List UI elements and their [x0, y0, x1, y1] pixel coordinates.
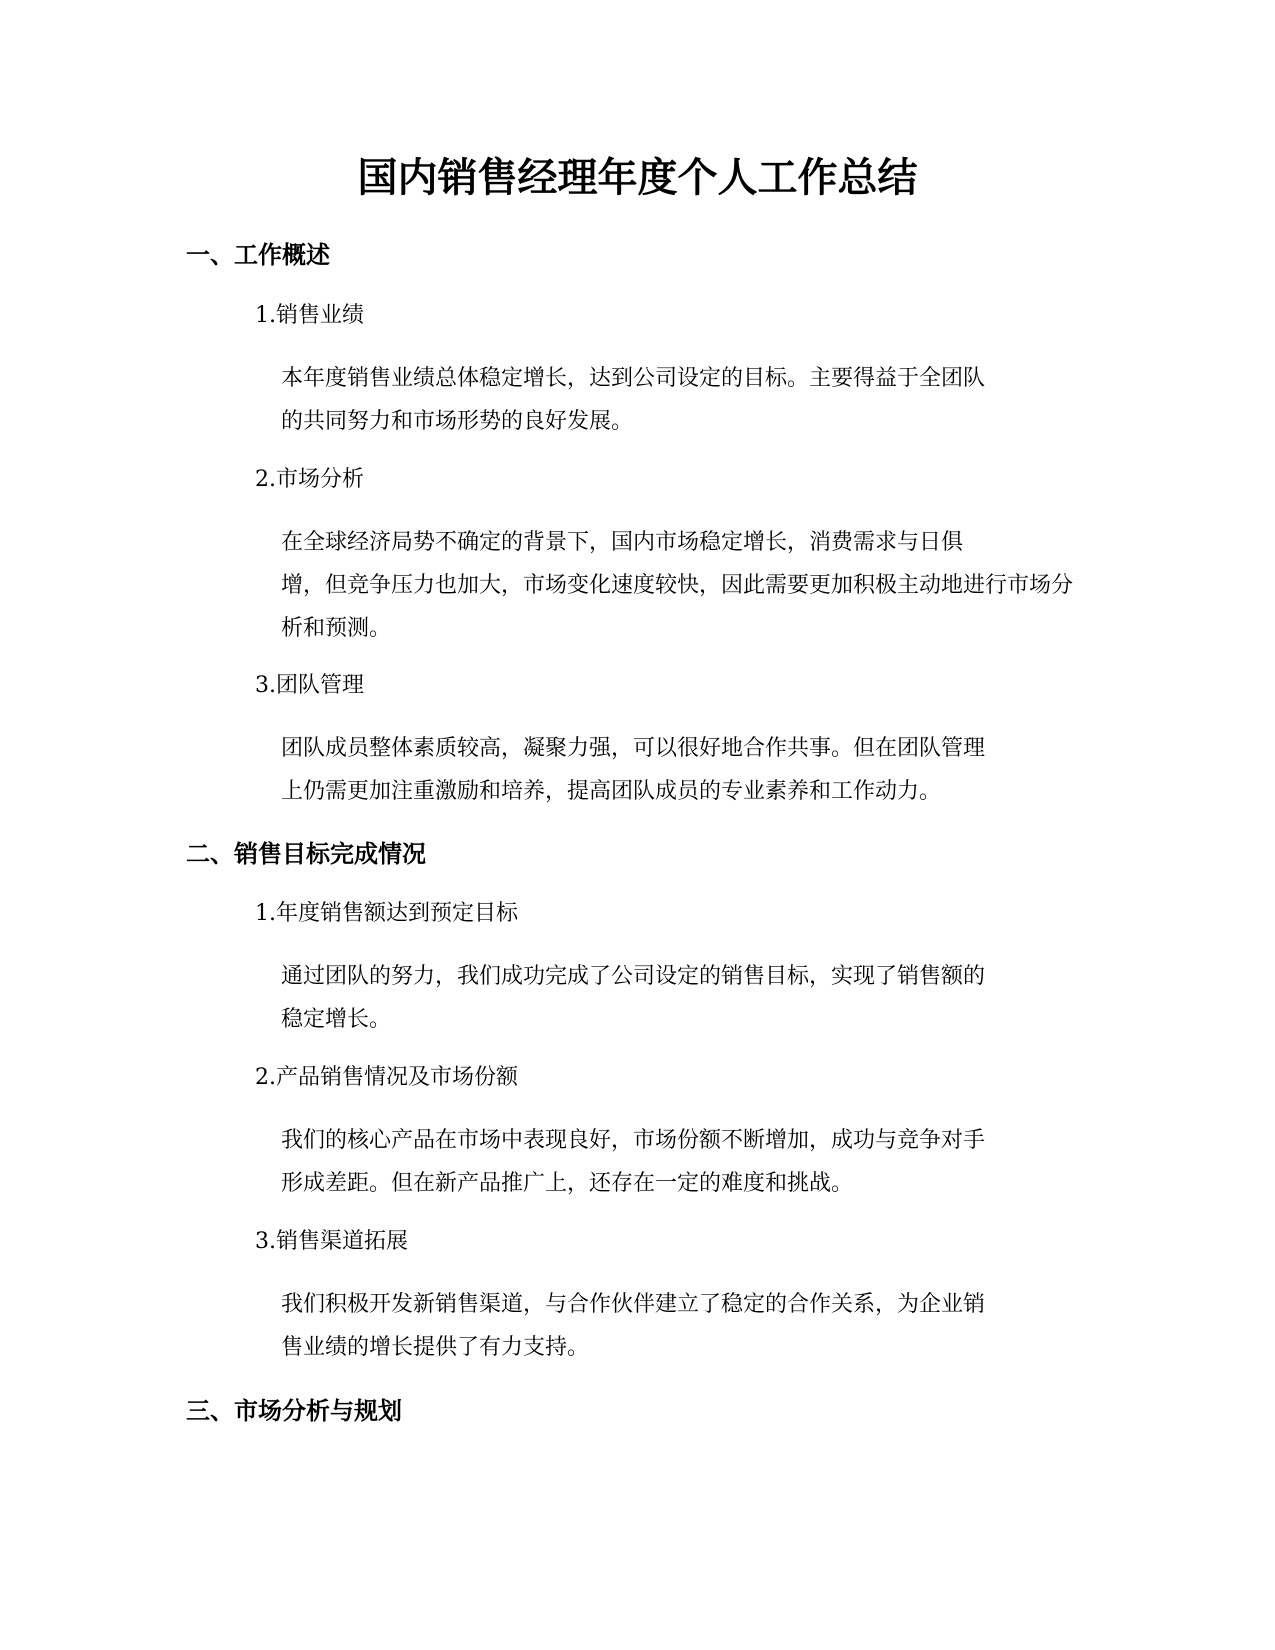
paragraph-line: 通过团队的努力，我们成功完成了公司设定的销售目标，实现了销售额的: [281, 964, 986, 989]
paragraph-1-1: [186, 357, 1091, 443]
paragraph-line: 我们的核心产品在市场中表现良好，市场份额不断增加，成功与竞争对手: [281, 1128, 986, 1153]
paragraph-line: 售业绩的增长提供了有力支持。: [281, 1335, 590, 1360]
paragraph-line: 本年度销售业绩总体稳定增长，达到公司设定的目标。主要得益于全团队: [281, 366, 986, 391]
paragraph-line: 形成差距。但在新产品推广上，还存在一定的难度和挑战。: [281, 1171, 854, 1196]
paragraph-line: 析和预测。: [281, 616, 392, 641]
section-heading-3: 三、市场分析与规划: [186, 1397, 402, 1425]
paragraph-1-3: [186, 727, 1091, 813]
paragraph-line: 增，但竞争压力也加大，市场变化速度较快，因此需要更加积极主动地进行市场分: [281, 573, 1074, 598]
document-title: 国内销售经理年度个人工作总结: [357, 155, 918, 201]
subheading-1-2: 2.市场分析: [255, 467, 364, 492]
paragraph-2-2: [186, 1119, 1091, 1205]
paragraph-1-2: [186, 521, 1091, 650]
paragraph-line: 稳定增长。: [281, 1007, 392, 1032]
paragraph-line: 在全球经济局势不确定的背景下，国内市场稳定增长，消费需求与日俱: [281, 530, 964, 555]
paragraph-2-3: [186, 1283, 1091, 1369]
subheading-1-3: 3.团队管理: [255, 673, 364, 698]
section-heading-2: 二、销售目标完成情况: [186, 840, 426, 868]
section-heading-1: 一、工作概述: [186, 241, 330, 269]
subheading-2-2: 2.产品销售情况及市场份额: [255, 1065, 518, 1090]
subheading-2-3: 3.销售渠道拓展: [255, 1229, 408, 1254]
subheading-2-1: 1.年度销售额达到预定目标: [255, 901, 518, 926]
paragraph-line: 上仍需更加注重激励和培养，提高团队成员的专业素养和工作动力。: [281, 779, 942, 804]
paragraph-line: 我们积极开发新销售渠道，与合作伙伴建立了稳定的合作关系，为企业销: [281, 1292, 986, 1317]
paragraph-2-1: [186, 955, 1091, 1041]
subheading-1-1: 1.销售业绩: [255, 303, 364, 328]
paragraph-line: 团队成员整体素质较高，凝聚力强，可以很好地合作共事。但在团队管理: [281, 736, 986, 761]
paragraph-line: 的共同努力和市场形势的良好发展。: [281, 409, 634, 434]
